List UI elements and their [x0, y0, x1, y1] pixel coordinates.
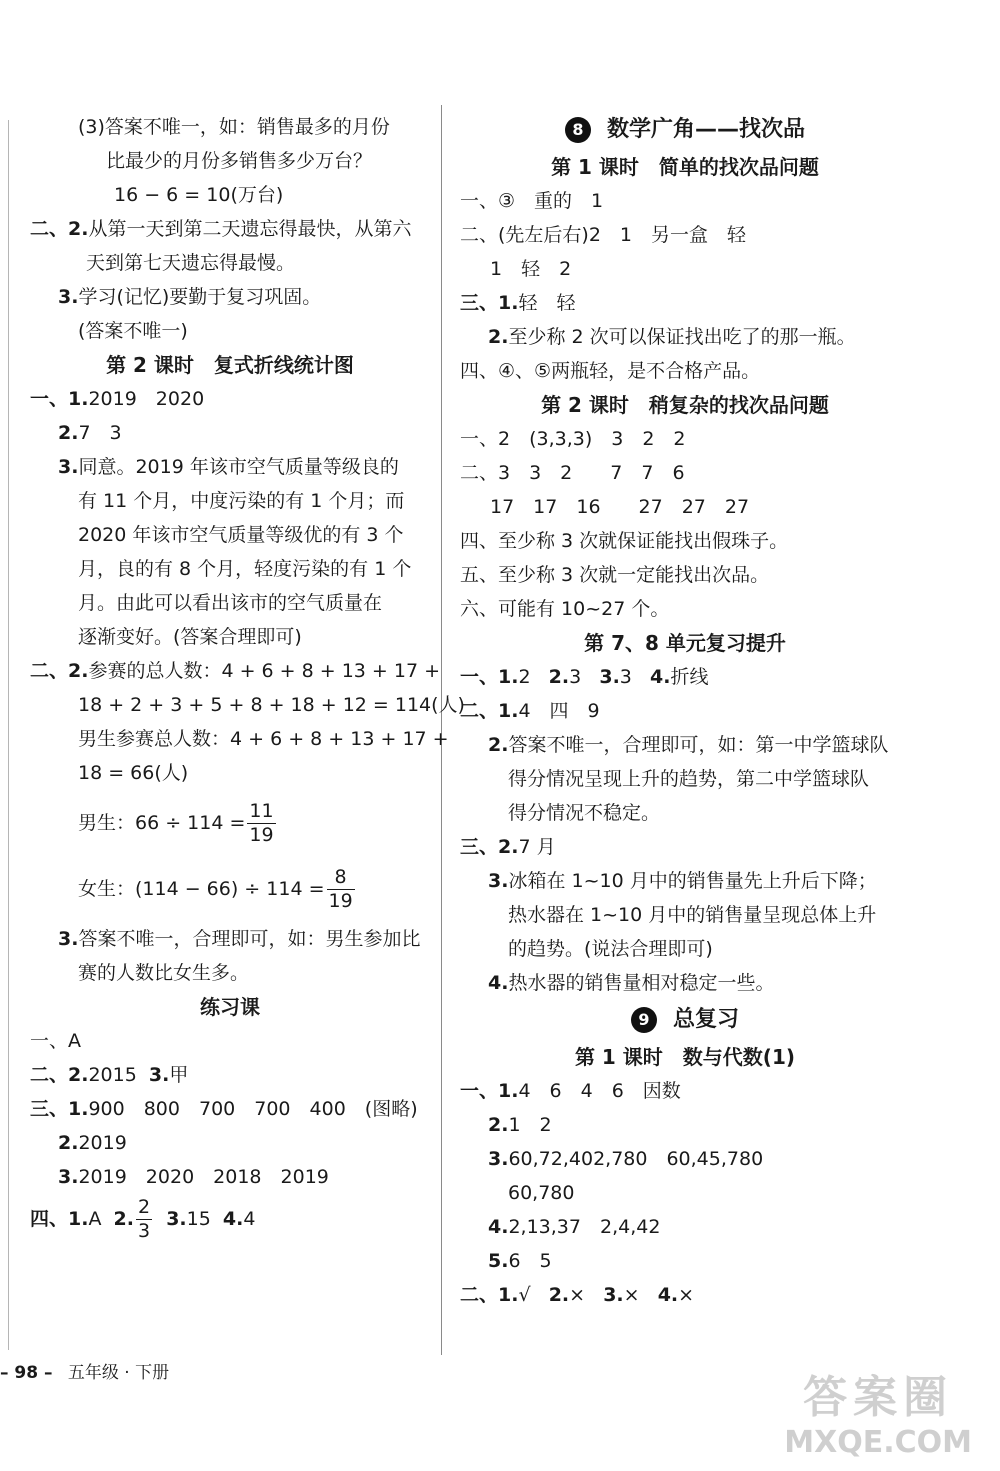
question-number: 3. [488, 1148, 509, 1170]
check-mark: √ [518, 1284, 531, 1306]
question-number: 4. [650, 666, 671, 688]
unit-heading [460, 110, 910, 150]
answer-text: 2019 [78, 1132, 127, 1154]
answer-line: 一、A [30, 1030, 81, 1052]
question-number: 4. [488, 972, 509, 994]
answer-line [30, 416, 430, 450]
answer-line [30, 1126, 430, 1160]
answer-text: 4 6 4 6 因数 [518, 1080, 681, 1102]
unit-heading [460, 1000, 910, 1040]
answer-line: 18 = 66(人) [78, 762, 189, 784]
female-ratio-label: 女生：(114 − 66) ÷ 114 = [78, 878, 325, 900]
unit-number-badge: 8 [565, 117, 591, 143]
watermark-logo [784, 1372, 972, 1461]
lesson-title: 第 7、8 单元复习提升 [584, 631, 786, 655]
answer-line: 五、至少称 3 次就一定能找出次品。 [460, 564, 770, 586]
answer-line [30, 790, 430, 856]
question-number: 3. [58, 456, 79, 478]
question-number: 2. [548, 666, 570, 688]
answer-text: 60,72,402,780 60,45,780 [508, 1148, 764, 1170]
answer-line: 男生参赛总人数：4 + 6 + 8 + 13 + 17 + [78, 728, 449, 750]
question-number: 一、1. [460, 666, 519, 688]
answer-line [30, 450, 430, 484]
answer-line: 1 轻 2 [490, 258, 572, 280]
question-number: 3. [599, 666, 620, 688]
answer-line [460, 966, 910, 1000]
answer-text: 从第一天到第二天遗忘得最快，从第六 [88, 218, 412, 240]
answer-line [30, 1092, 430, 1126]
answer-line: 月，良的有 8 个月，轻度污染的有 1 个 [78, 558, 412, 580]
question-number: 二、1. [460, 700, 519, 722]
question-number: 三、1. [30, 1098, 89, 1120]
lesson-title: 第 2 课时 复式折线统计图 [106, 353, 354, 377]
answer-line: 2020 年该市空气质量等级优的有 3 个 [78, 524, 404, 546]
answer-line: 六、可能有 10~27 个。 [460, 598, 670, 620]
answer-text: 甲 [169, 1064, 189, 1086]
lesson-title: 第 1 课时 简单的找次品问题 [551, 155, 819, 179]
answer-text: 同意。2019 年该市空气质量等级良的 [78, 456, 399, 478]
answer-text: 轻 轻 [518, 292, 576, 314]
answer-line: 比最少的月份多销售多少万台？ [106, 150, 373, 172]
denominator: 3 [138, 1219, 151, 1242]
question-number: 2. [488, 734, 509, 756]
cross-mark: × [678, 1284, 695, 1306]
answer-line [30, 1160, 430, 1194]
answer-line [460, 728, 910, 762]
cross-mark: × [623, 1284, 640, 1306]
unit-number-badge: 9 [631, 1007, 657, 1033]
answer-text: 4 四 9 [518, 700, 600, 722]
question-number: 2. [58, 422, 79, 444]
answer-text: 答案不唯一，合理即可，如：第一中学篮球队 [508, 734, 889, 756]
answer-line [460, 1278, 910, 1312]
answer-line [460, 830, 910, 864]
answer-line [460, 660, 910, 694]
question-number: 3. [58, 1166, 79, 1188]
answer-text: 折线 [670, 666, 709, 688]
fraction [247, 799, 275, 846]
unit-title: 数学广角——找次品 [606, 117, 805, 142]
answer-line: 一、③ 重的 1 [460, 190, 604, 212]
question-number: 二、2. [30, 660, 89, 682]
answer-line: 热水器在 1~10 月中的销售量呈现总体上升 [508, 904, 877, 926]
answer-line [460, 1074, 910, 1108]
question-number: 2. [488, 1114, 509, 1136]
answer-text: 2,13,37 2,4,42 [508, 1216, 661, 1238]
numerator: 11 [249, 799, 274, 822]
answer-line: 16 − 6 = 10(万台) [114, 184, 284, 206]
left-margin-rule [8, 120, 9, 1350]
answer-line [460, 320, 910, 354]
answer-line: 60,780 [508, 1182, 575, 1204]
page-number: – 98 – [0, 1363, 53, 1383]
answer-line: 二、(先左后右)2 1 另一盒 轻 [460, 224, 747, 246]
answer-line: 得分情况呈现上升的趋势，第二中学篮球队 [508, 768, 870, 790]
question-number: 3. [58, 286, 79, 308]
answer-line: 18 + 2 + 3 + 5 + 8 + 18 + 12 = 114(人) [78, 694, 465, 716]
denominator: 19 [328, 889, 353, 912]
answer-text: 7 3 [78, 422, 122, 444]
question-number: 一、1. [30, 388, 89, 410]
answer-line [30, 1194, 430, 1244]
question-number: 二、2. [30, 218, 89, 240]
answer-text: 4 [243, 1208, 256, 1230]
answer-line [460, 1108, 910, 1142]
answer-line: (3)答案不唯一，如：销售最多的月份 [78, 116, 390, 138]
answer-text: 答案不唯一，合理即可，如：男生参加比 [78, 928, 421, 950]
denominator: 19 [249, 823, 274, 846]
unit-title: 总复习 [672, 1007, 739, 1032]
answer-line [30, 856, 430, 922]
cross-mark: × [569, 1284, 586, 1306]
answer-line: 月。由此可以看出该市的空气质量在 [78, 592, 383, 614]
lesson-title: 第 2 课时 稍复杂的找次品问题 [541, 393, 829, 417]
question-number: 5. [488, 1250, 509, 1272]
answer-line [460, 1244, 910, 1278]
answer-line: 天到第七天遗忘得最慢。 [86, 252, 296, 274]
question-number: 2. [548, 1284, 570, 1306]
answer-text: 参赛的总人数：4 + 6 + 8 + 13 + 17 + [88, 660, 441, 682]
answer-line [460, 864, 910, 898]
fraction [327, 865, 355, 912]
question-number: 4. [222, 1208, 244, 1230]
answer-line: 二、3 3 2 7 7 6 [460, 462, 685, 484]
answer-text: 7 月 [518, 836, 556, 858]
numerator: 8 [327, 868, 355, 890]
answer-text: 学习(记忆)要勤于复习巩固。 [78, 286, 322, 308]
question-number: 4. [657, 1284, 679, 1306]
answer-line: 四、④、⑤两瓶轻，是不合格产品。 [460, 360, 761, 382]
answer-text: 2 [518, 666, 531, 688]
answer-text: 至少称 2 次可以保证找出吃了的那一瓶。 [508, 326, 856, 348]
answer-line: 一、2 (3,3,3) 3 2 2 [460, 428, 686, 450]
answer-line: 逐渐变好。(答案合理即可) [78, 626, 302, 648]
lesson-title: 练习课 [200, 995, 260, 1019]
question-number: 3. [603, 1284, 624, 1306]
question-number: 二、1. [460, 1284, 519, 1306]
answer-line [30, 654, 441, 688]
grade-label: 五年级 · 下册 [67, 1363, 170, 1383]
answer-line [30, 922, 430, 956]
answer-text: 6 5 [508, 1250, 552, 1272]
answer-line: 四、至少称 3 次就保证能找出假珠子。 [460, 530, 789, 552]
question-number: 二、2. [30, 1064, 89, 1086]
watermark-text: 答案圈 [803, 1372, 954, 1424]
question-number: 一、1. [460, 1080, 519, 1102]
question-number: 3. [58, 928, 79, 950]
answer-line [460, 694, 910, 728]
answer-text: 15 [186, 1208, 211, 1230]
question-number: 2. [58, 1132, 79, 1154]
answer-text: A [88, 1208, 102, 1230]
answer-line [30, 212, 430, 246]
answer-line: 的趋势。(说法合理即可) [508, 938, 713, 960]
question-number: 3. [488, 870, 509, 892]
question-number: 3. [166, 1208, 187, 1230]
left-column [30, 110, 465, 1244]
answer-text: 3 [569, 666, 582, 688]
answer-line: (答案不唯一) [78, 320, 188, 342]
answer-line: 得分情况不稳定。 [508, 802, 661, 824]
question-number: 4. [488, 1216, 509, 1238]
answer-text: 2019 2020 2018 2019 [78, 1166, 329, 1188]
answer-text: 1 2 [508, 1114, 552, 1136]
answer-line [30, 280, 430, 314]
answer-text: 3 [619, 666, 632, 688]
question-number: 四、1. [30, 1208, 89, 1230]
numerator: 2 [138, 1195, 151, 1218]
lesson-title: 第 1 课时 数与代数(1) [574, 1045, 796, 1069]
answer-line [460, 286, 910, 320]
question-number: 三、1. [460, 292, 519, 314]
page-footer [0, 1358, 169, 1383]
answer-line: 有 11 个月，中度污染的有 1 个月；而 [78, 490, 405, 512]
answer-line: 赛的人数比女生多。 [78, 962, 250, 984]
answer-line [30, 1058, 430, 1092]
answer-text: 2015 [88, 1064, 137, 1086]
question-number: 三、2. [460, 836, 519, 858]
question-number: 2. [113, 1208, 134, 1230]
answer-line: 17 17 16 27 27 27 [490, 496, 750, 518]
answer-text: 热水器的销售量相对稳定一些。 [508, 972, 775, 994]
male-ratio-label: 男生：66 ÷ 114 = [78, 812, 246, 834]
right-column [460, 110, 910, 1312]
question-number: 2. [488, 326, 509, 348]
question-number: 3. [148, 1064, 170, 1086]
answer-line [460, 1210, 910, 1244]
answer-line [30, 382, 430, 416]
answer-text: 2019 2020 [88, 388, 205, 410]
watermark-url: MXQE.COM [784, 1425, 972, 1460]
answer-text: 冰箱在 1~10 月中的销售量先上升后下降； [508, 870, 877, 892]
answer-text: 900 800 700 700 400 (图略) [88, 1098, 418, 1120]
answer-line [460, 1142, 910, 1176]
fraction [136, 1195, 152, 1242]
